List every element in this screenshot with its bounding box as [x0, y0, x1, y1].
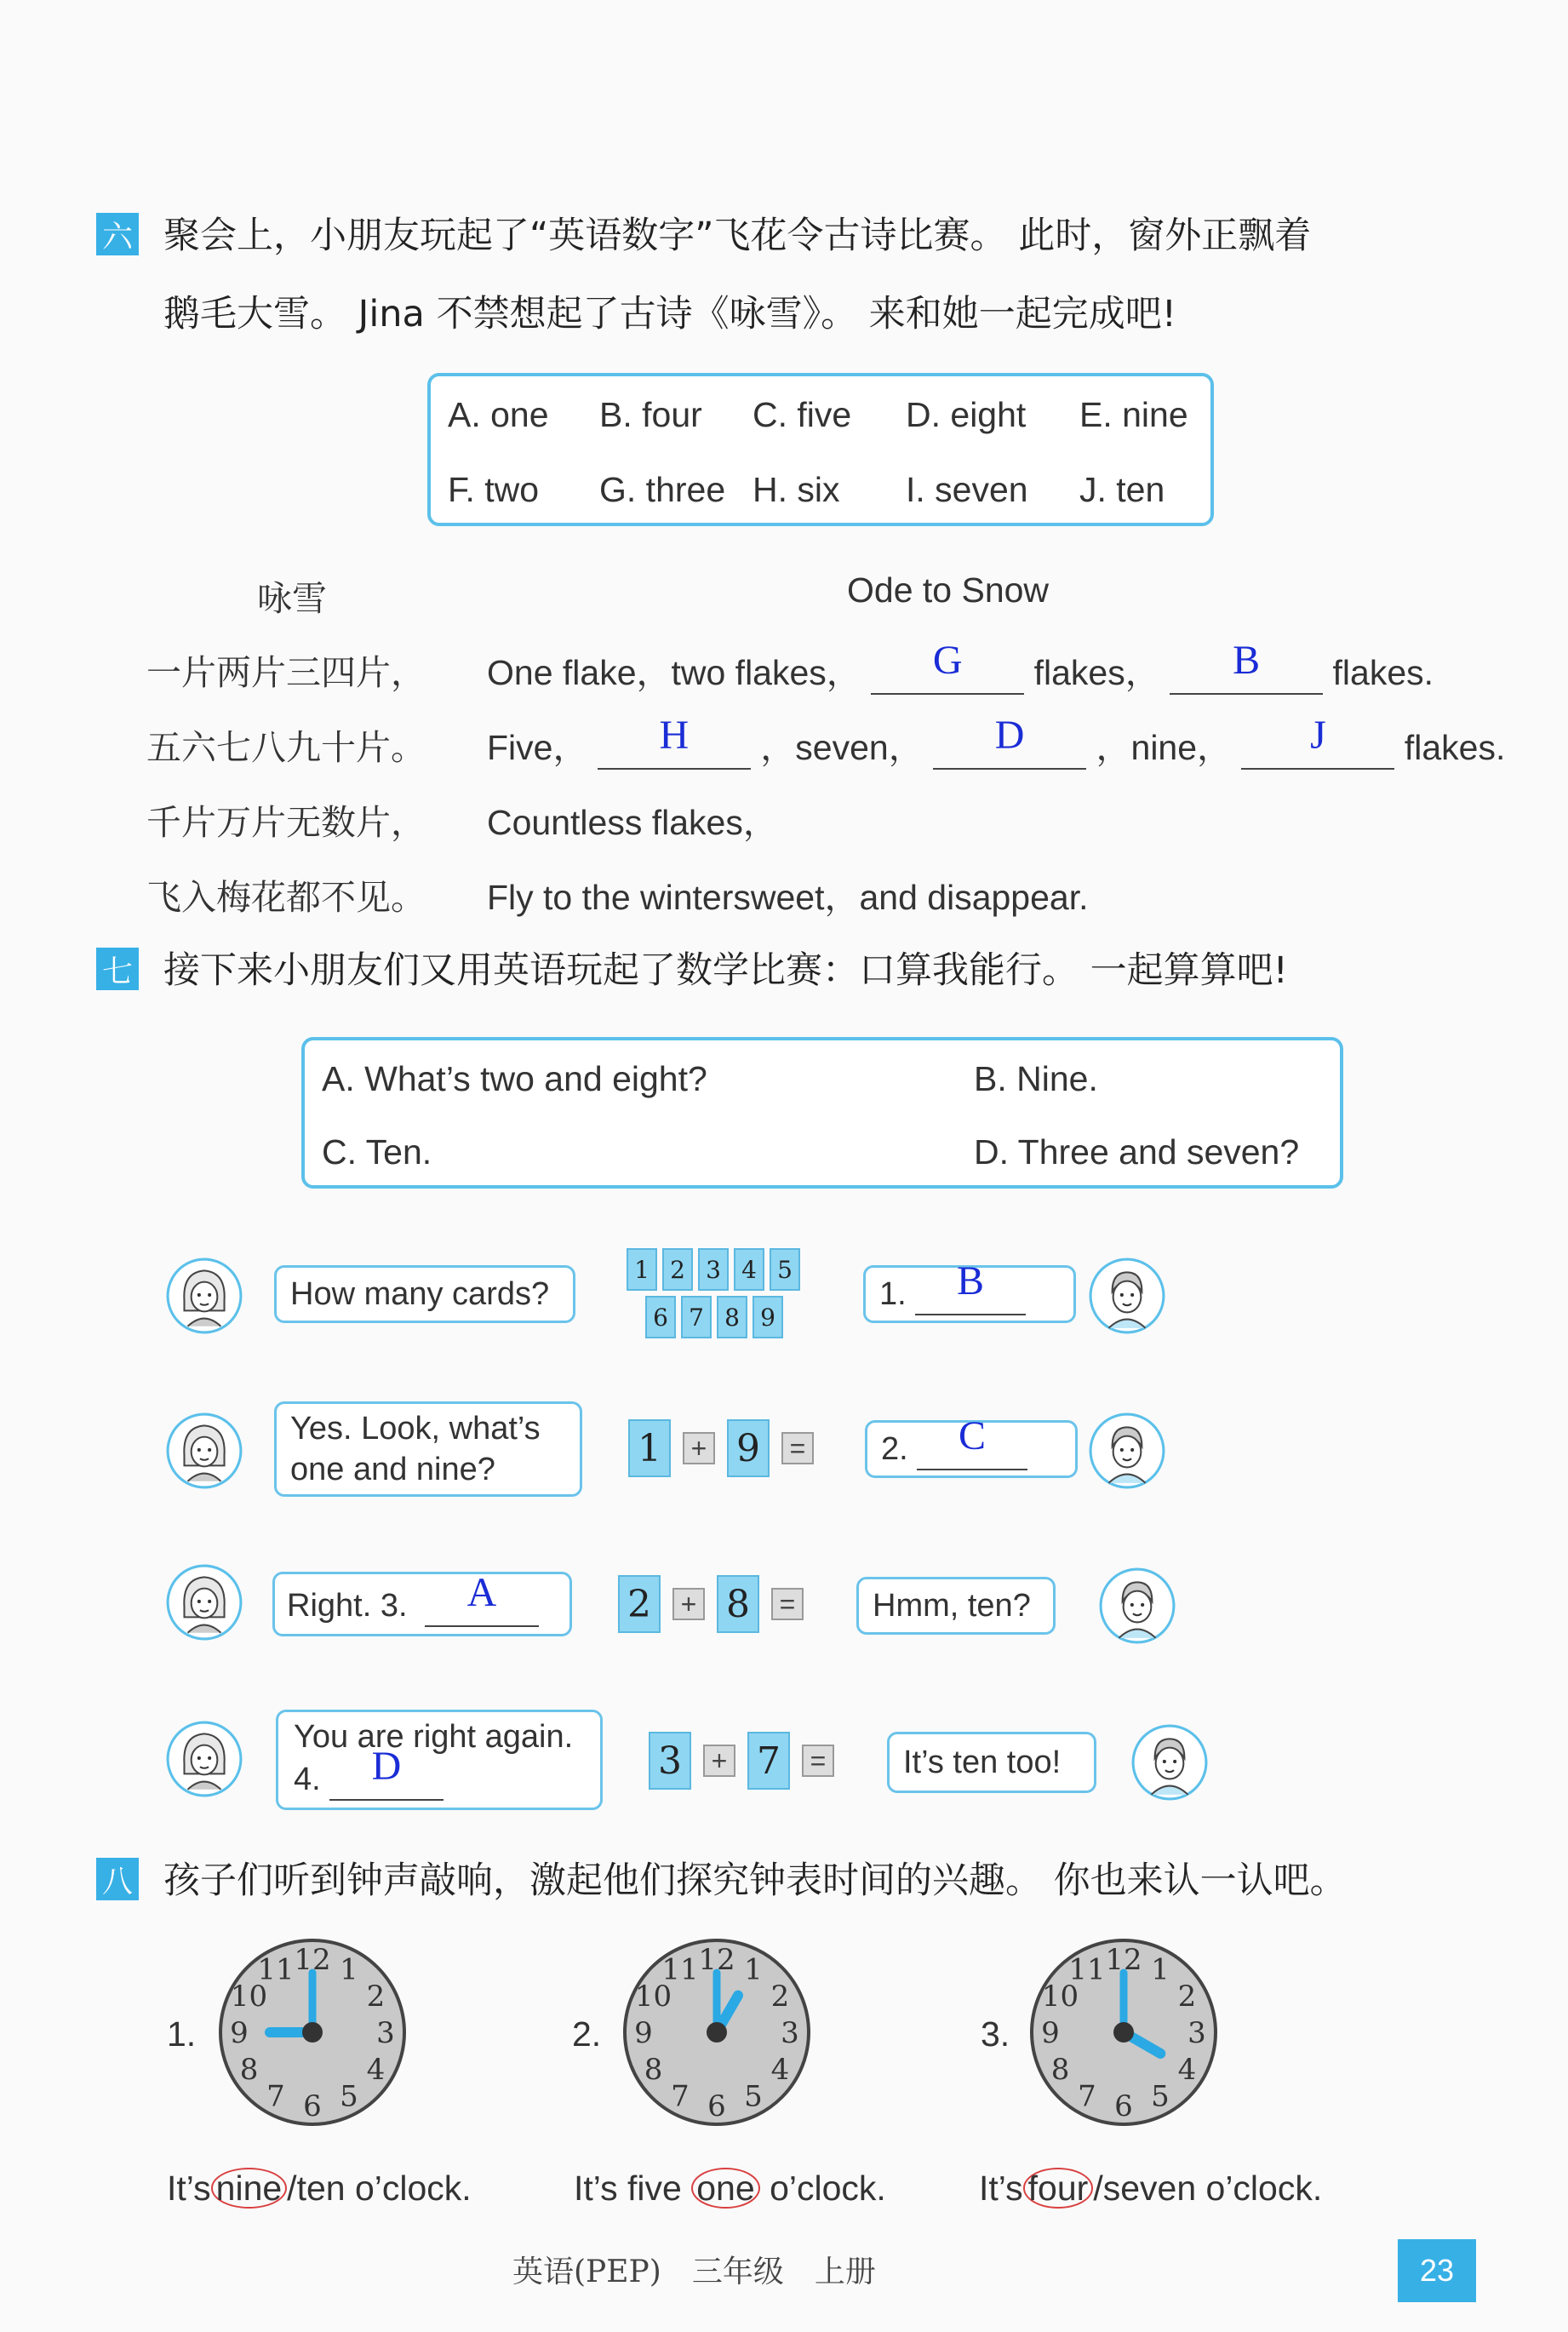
clock-number: 7: [266, 2079, 285, 2114]
boy-avatar-icon: [1098, 1567, 1176, 1645]
number-card: 2: [618, 1575, 661, 1633]
clock-number: 6: [1114, 2089, 1133, 2123]
poem-en-line1-part-b: flakes，: [1033, 653, 1160, 692]
card: 6: [645, 1296, 676, 1338]
option-h: H. six: [753, 470, 840, 509]
boy-avatar-icon: [1088, 1412, 1166, 1490]
clock-hub: [302, 2022, 323, 2043]
cards-row-2: [645, 1296, 783, 1338]
equals-icon: =: [802, 1745, 834, 1777]
clock-2-caption: [574, 2168, 886, 2209]
clock-number: 10: [1041, 1980, 1079, 2014]
dialog-blank-1[interactable]: [915, 1258, 1026, 1315]
clock-number: 7: [671, 2079, 690, 2114]
clock-1-icon: [215, 1934, 410, 2130]
clock-number: 8: [644, 2053, 663, 2087]
card: 1: [627, 1248, 657, 1291]
dialog-2-line1: Yes. Look, what’s: [290, 1411, 541, 1447]
dialog-blank-2[interactable]: [917, 1413, 1027, 1470]
number-card: 8: [717, 1575, 759, 1633]
clock-number: 8: [239, 2053, 259, 2087]
equation-4: [649, 1732, 834, 1790]
section-6-badge: 六: [96, 213, 139, 255]
poem-cn-line1: 一片两片三四片，: [146, 652, 426, 693]
answer-number-1: 1.: [879, 1276, 907, 1312]
poem-en-line3: Countless flakes，: [487, 803, 778, 842]
answer-1: G: [932, 638, 963, 683]
clock-2-label: 2.: [572, 2014, 602, 2054]
option-e: E. nine: [1079, 395, 1188, 434]
clock-3-pre: It’s: [979, 2169, 1023, 2208]
option-b: B. four: [599, 395, 702, 434]
girl-avatar-icon: [165, 1563, 243, 1642]
answer-4: D: [994, 713, 1025, 758]
clock-number: 3: [376, 2016, 395, 2050]
equation-2: [628, 1419, 814, 1477]
girl-avatar-icon: [165, 1412, 243, 1490]
poem-en-line1: [487, 638, 1434, 695]
equals-icon: =: [771, 1588, 804, 1620]
dialog-blank-3[interactable]: [425, 1570, 539, 1627]
girl-avatar-icon: [165, 1720, 243, 1798]
clock-1-pre: It’s: [167, 2169, 211, 2208]
clock-3-sep: /: [1093, 2169, 1103, 2208]
clock-number: 12: [698, 1943, 735, 1977]
blank-5[interactable]: [1241, 713, 1394, 770]
clock-3-circled-choice[interactable]: four: [1023, 2168, 1094, 2209]
number-card: 7: [747, 1732, 790, 1790]
poem-en-line4: Fly to the wintersweet，and disappear.: [487, 878, 1089, 917]
clock-number: 9: [1041, 2016, 1060, 2050]
speech-bubble-1: [274, 1265, 575, 1323]
section-8-badge: 八: [96, 1858, 139, 1900]
poem-cn-line4: 飞入梅花都不见。: [146, 877, 426, 918]
clock-number: 1: [744, 1952, 763, 1987]
section-6-title-line1: 聚会上，小朋友玩起了“英语数字”飞花令古诗比赛。 此时，窗外正飘着: [163, 215, 1312, 257]
clock-number: 12: [1105, 1943, 1142, 1977]
clock-number: 10: [634, 1980, 672, 2014]
poem-cn-line2: 五六七八九十片。: [146, 727, 426, 768]
clock-number: 6: [303, 2089, 322, 2123]
dialog-answer-2: C: [958, 1413, 986, 1458]
clock-number: 5: [744, 2079, 763, 2114]
dialog-answer-3: A: [466, 1570, 497, 1615]
word-options-box: [427, 373, 1214, 526]
clock-number: 10: [230, 1980, 268, 2014]
dialog-answer-4: D: [371, 1744, 402, 1789]
clock-number: 3: [1187, 2016, 1206, 2050]
clock-2-other-choice[interactable]: o’clock.: [770, 2169, 886, 2208]
clock-number: 6: [707, 2089, 726, 2123]
clock-3-icon: [1026, 1934, 1222, 2130]
clock-1-caption: [167, 2168, 472, 2209]
page-number: 23: [1398, 2239, 1476, 2302]
blank-1[interactable]: [871, 638, 1024, 695]
option-f: F. two: [448, 470, 540, 509]
clock-number: 1: [340, 1952, 358, 1987]
option-a: A. one: [448, 395, 549, 434]
dialog-4-line1: You are right again.: [294, 1719, 574, 1755]
dialog-blank-4[interactable]: [329, 1744, 444, 1801]
option-d: D. eight: [906, 395, 1027, 434]
equation-3: [618, 1575, 804, 1633]
clock-number: 9: [634, 2016, 653, 2050]
number-card: 9: [727, 1419, 770, 1477]
answer-bubble-1: [863, 1258, 1076, 1323]
reply-bubble-3: [856, 1577, 1056, 1635]
reply-bubble-4: [887, 1732, 1096, 1793]
clock-number: 4: [770, 2053, 790, 2087]
card: 3: [698, 1248, 729, 1291]
answer-number-2: 2.: [881, 1431, 908, 1467]
clock-number: 2: [770, 1980, 790, 2014]
section-7-badge: 七: [96, 948, 139, 990]
blank-4[interactable]: [933, 713, 1086, 770]
clock-1-sep: /: [287, 2169, 297, 2208]
clock-3-caption: [979, 2168, 1322, 2209]
clock-1-label: 1.: [167, 2014, 197, 2054]
answer-2: B: [1233, 638, 1261, 683]
section-6-title-line2: 鹅毛大雪。 Jina 不禁想起了古诗《咏雪》。 来和她一起完成吧!: [163, 293, 1176, 335]
clock-number: 5: [340, 2079, 358, 2114]
clock-number: 11: [661, 1952, 699, 1987]
clock-hub: [1113, 2022, 1134, 2043]
card: 9: [753, 1296, 783, 1338]
number-card: 1: [628, 1419, 671, 1477]
dialog-3-prefix: Right. 3.: [287, 1588, 408, 1624]
poem-en-line2-part-a: Five，: [487, 728, 588, 767]
answer-3: H: [659, 713, 690, 758]
clock-number: 9: [230, 2016, 249, 2050]
dialog-2-line2: one and nine?: [290, 1452, 495, 1487]
card: 4: [734, 1248, 764, 1291]
clock-number: 11: [1068, 1952, 1106, 1987]
clock-number: 4: [366, 2053, 386, 2087]
clock-2-icon: [619, 1934, 815, 2130]
card: 2: [662, 1248, 693, 1291]
card: 5: [770, 1248, 800, 1291]
footer-book-title: 英语(PEP) 三年级 上册: [512, 2255, 876, 2289]
speech-bubble-4: [276, 1710, 603, 1810]
poem-en-line1-part-a: One flake，two flakes，: [487, 653, 861, 692]
plus-icon: +: [703, 1745, 735, 1777]
sentence-option-c: C. Ten.: [322, 1132, 432, 1172]
poem-title-en: Ode to Snow: [847, 570, 1050, 610]
option-c: C. five: [753, 395, 852, 434]
dialog-3-reply: Hmm, ten?: [873, 1588, 1031, 1624]
poem-en-line2-part-c: ，nine，: [1096, 728, 1233, 767]
section-8-title: 孩子们听到钟声敲响，激起他们探究钟表时间的兴趣。 你也来认一认吧。: [163, 1859, 1347, 1902]
boy-avatar-icon: [1088, 1257, 1166, 1335]
plus-icon: +: [683, 1432, 715, 1464]
answer-5: J: [1310, 713, 1326, 758]
clock-number: 1: [1151, 1952, 1170, 1987]
card: 7: [681, 1296, 712, 1338]
option-g: G. three: [599, 470, 726, 509]
clock-hub: [707, 2022, 727, 2043]
poem-en-line2-part-d: flakes.: [1404, 728, 1506, 767]
clock-number: 12: [294, 1943, 331, 1977]
poem-en-line2-part-b: ，seven，: [760, 728, 924, 767]
equals-icon: =: [781, 1432, 814, 1464]
dialog-4-reply: It’s ten too!: [903, 1745, 1062, 1780]
speech-bubble-2: [274, 1401, 582, 1497]
plus-icon: +: [672, 1588, 705, 1620]
clock-3-label: 3.: [981, 2014, 1010, 2054]
section-7-title: 接下来小朋友们又用英语玩起了数学比赛：口算我能行。 一起算算吧!: [163, 949, 1288, 992]
clock-2-pre: It’s five: [574, 2169, 682, 2208]
clock-1-circled-choice[interactable]: nine: [211, 2168, 288, 2209]
poem-title-cn: 咏雪: [257, 578, 327, 619]
clock-number: 8: [1050, 2053, 1070, 2087]
sentence-option-d: D. Three and seven?: [974, 1132, 1300, 1172]
clock-number: 2: [366, 1980, 386, 2014]
clock-2-circled-choice[interactable]: one: [691, 2168, 759, 2209]
clock-number: 2: [1177, 1980, 1197, 2014]
blank-3[interactable]: [598, 713, 751, 770]
sentence-option-b: B. Nine.: [974, 1059, 1098, 1098]
girl-avatar-icon: [165, 1257, 243, 1335]
clock-number: 7: [1078, 2079, 1096, 2114]
clock-number: 4: [1177, 2053, 1197, 2087]
speech-bubble-3: [272, 1572, 572, 1636]
clock-number: 11: [257, 1952, 295, 1987]
clock-number: 3: [781, 2016, 799, 2050]
cards-row-1: [627, 1248, 800, 1291]
clock-1-other-choice[interactable]: ten o’clock.: [296, 2169, 472, 2208]
option-j: J. ten: [1079, 470, 1165, 509]
dialog-1-question: How many cards?: [290, 1276, 550, 1312]
dialog-answer-1: B: [956, 1258, 984, 1304]
sentence-options-box: [301, 1037, 1343, 1189]
number-card: 3: [649, 1732, 691, 1790]
poem-cn-line3: 千片万片无数片，: [146, 802, 426, 843]
card: 8: [717, 1296, 747, 1338]
clock-number: 5: [1151, 2079, 1170, 2114]
poem-en-line2: [487, 713, 1506, 770]
sentence-option-a: A. What’s two and eight?: [322, 1059, 707, 1098]
boy-avatar-icon: [1130, 1723, 1209, 1802]
option-i: I. seven: [906, 470, 1028, 509]
answer-bubble-2: [865, 1413, 1078, 1478]
blank-2[interactable]: [1170, 638, 1323, 695]
clock-3-other-choice[interactable]: seven o’clock.: [1102, 2169, 1323, 2208]
dialog-4-number: 4.: [294, 1762, 321, 1797]
poem-en-line1-part-c: flakes.: [1332, 653, 1434, 692]
